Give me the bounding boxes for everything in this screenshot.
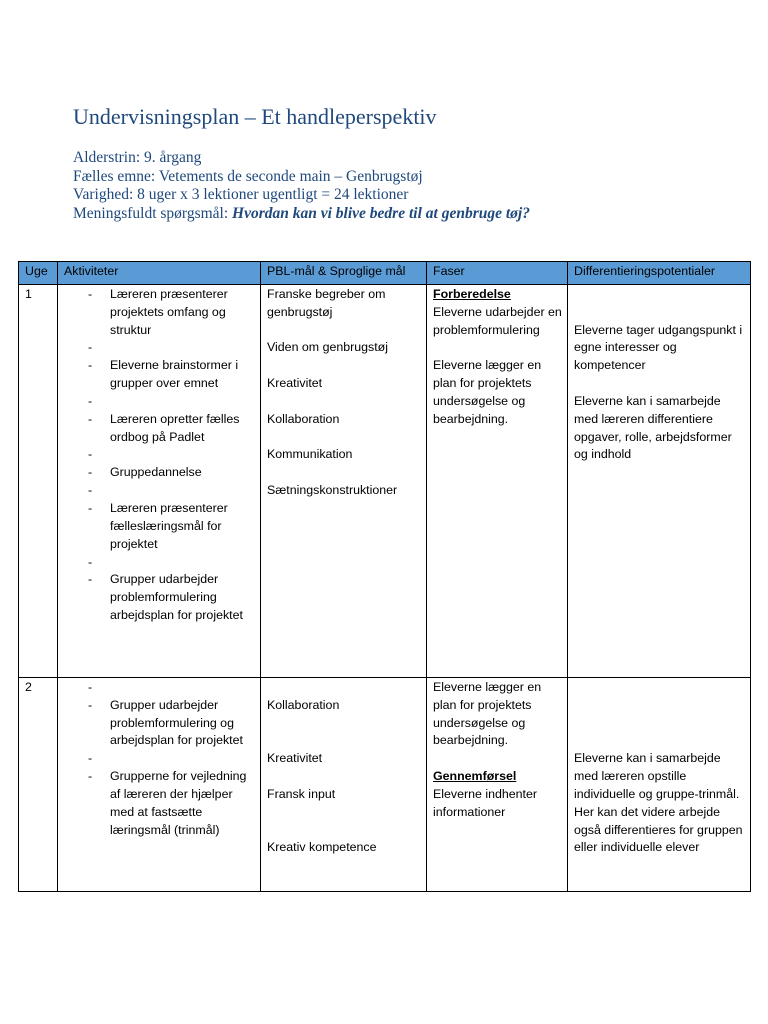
faser-cell [427, 677, 568, 891]
header-aktiviteter: Aktiviteter [58, 262, 261, 285]
pbl-item: Fransk input [267, 786, 336, 801]
differentiering-cell [568, 677, 751, 891]
header-faser: Faser [427, 262, 568, 285]
pbl-cell [261, 284, 427, 677]
phase-title: Forberedelse [433, 286, 511, 301]
phase-text: Eleverne indhenter informationer [433, 786, 538, 819]
pbl-item: Franske begreber om genbrugstøj [267, 286, 386, 319]
list-item: - Gruppedannelse [64, 464, 255, 482]
phase-text: Eleverne lægger en plan for projektets undersøgelse og bearbejdning. [433, 358, 542, 426]
uge-cell: 1 [19, 284, 58, 677]
list-item: - Eleverne brainstormer i grupper over emnet [64, 357, 255, 393]
pbl-item: Sætningskonstruktioner [267, 483, 398, 498]
faser-cell [427, 284, 568, 677]
list-item: - Læreren præsenterer fælleslæringsmål for projektet [64, 500, 255, 554]
page-title: Undervisningsplan – Et handleperspektiv [73, 104, 437, 129]
pbl-item: Kollaboration [267, 411, 340, 426]
uge-cell: 2 [19, 677, 58, 891]
phase-title: Gennemførsel [433, 769, 517, 784]
phase-text: Eleverne udarbejder en problemformulering [433, 304, 562, 337]
pbl-item: Kommunikation [267, 447, 353, 462]
diff-item: Her kan det videre arbejde også differentieres for gruppen eller individuelle elever [574, 804, 743, 855]
phase-text: Eleverne lægger en plan for projektets undersøgelse og bearbejdning. [433, 679, 542, 748]
header-uge: Uge [19, 262, 58, 285]
sporgsmal-label: Meningsfuldt spørgsmål: [73, 204, 233, 222]
pbl-cell [261, 677, 427, 891]
alderstrin: Alderstrin: 9. årgang [73, 149, 202, 166]
diff-item: Eleverne tager udgangspunkt i egne interesser og kompetencer [574, 322, 743, 373]
header-differentiering: Differentieringspotentialer [568, 262, 751, 285]
aktiviteter-cell [58, 677, 261, 891]
plan-table [18, 261, 751, 892]
pbl-item: Kreativ kompetence [267, 840, 377, 855]
sporgsmal-text: Hvordan kan vi blive bedre til at genbruge tøj? [232, 204, 530, 222]
aktiviteter-cell [58, 284, 261, 677]
pbl-item: Kreativitet [267, 751, 323, 766]
table-row [19, 677, 751, 891]
plan-metadata [73, 149, 530, 223]
list-item: - Grupper udarbejder problemformulering og arbejdsplan for projektet [64, 697, 255, 751]
pbl-item: Kollaboration [267, 697, 340, 712]
pbl-item: Kreativitet [267, 376, 323, 391]
table-row [19, 284, 751, 677]
list-item: - Grupper udarbejder problemformulering arbejdsplan for projektet [64, 571, 255, 625]
varighed: Varighed: 8 uger x 3 lektioner ugentligt = 24 lektioner [73, 186, 409, 204]
meningsfuldt-sporgsmal [73, 205, 530, 224]
differentiering-cell [568, 284, 751, 677]
pbl-item: Viden om genbrugstøj [267, 340, 388, 355]
faelles-emne: Fælles emne: Vetements de seconde main – Genbrugstøj [73, 167, 423, 185]
header-pbl: PBL-mål & Sproglige mål [261, 262, 427, 285]
diff-item: Eleverne kan i samarbejde med læreren opstille individuelle og gruppe-trinmål. [574, 751, 740, 801]
list-item: - Læreren opretter fælles ordbog på Padlet [64, 411, 255, 447]
diff-item: Eleverne kan i samarbejde med læreren differentiere opgaver, rolle, arbejdsformer og indhold [574, 393, 732, 462]
list-item: - Grupperne for vejledning af læreren der hjælper med at fastsætte læringsmål (trinmål) [64, 768, 255, 839]
table-header-row [19, 262, 751, 285]
list-item: - Læreren præsenterer projektets omfang og struktur [64, 286, 255, 340]
